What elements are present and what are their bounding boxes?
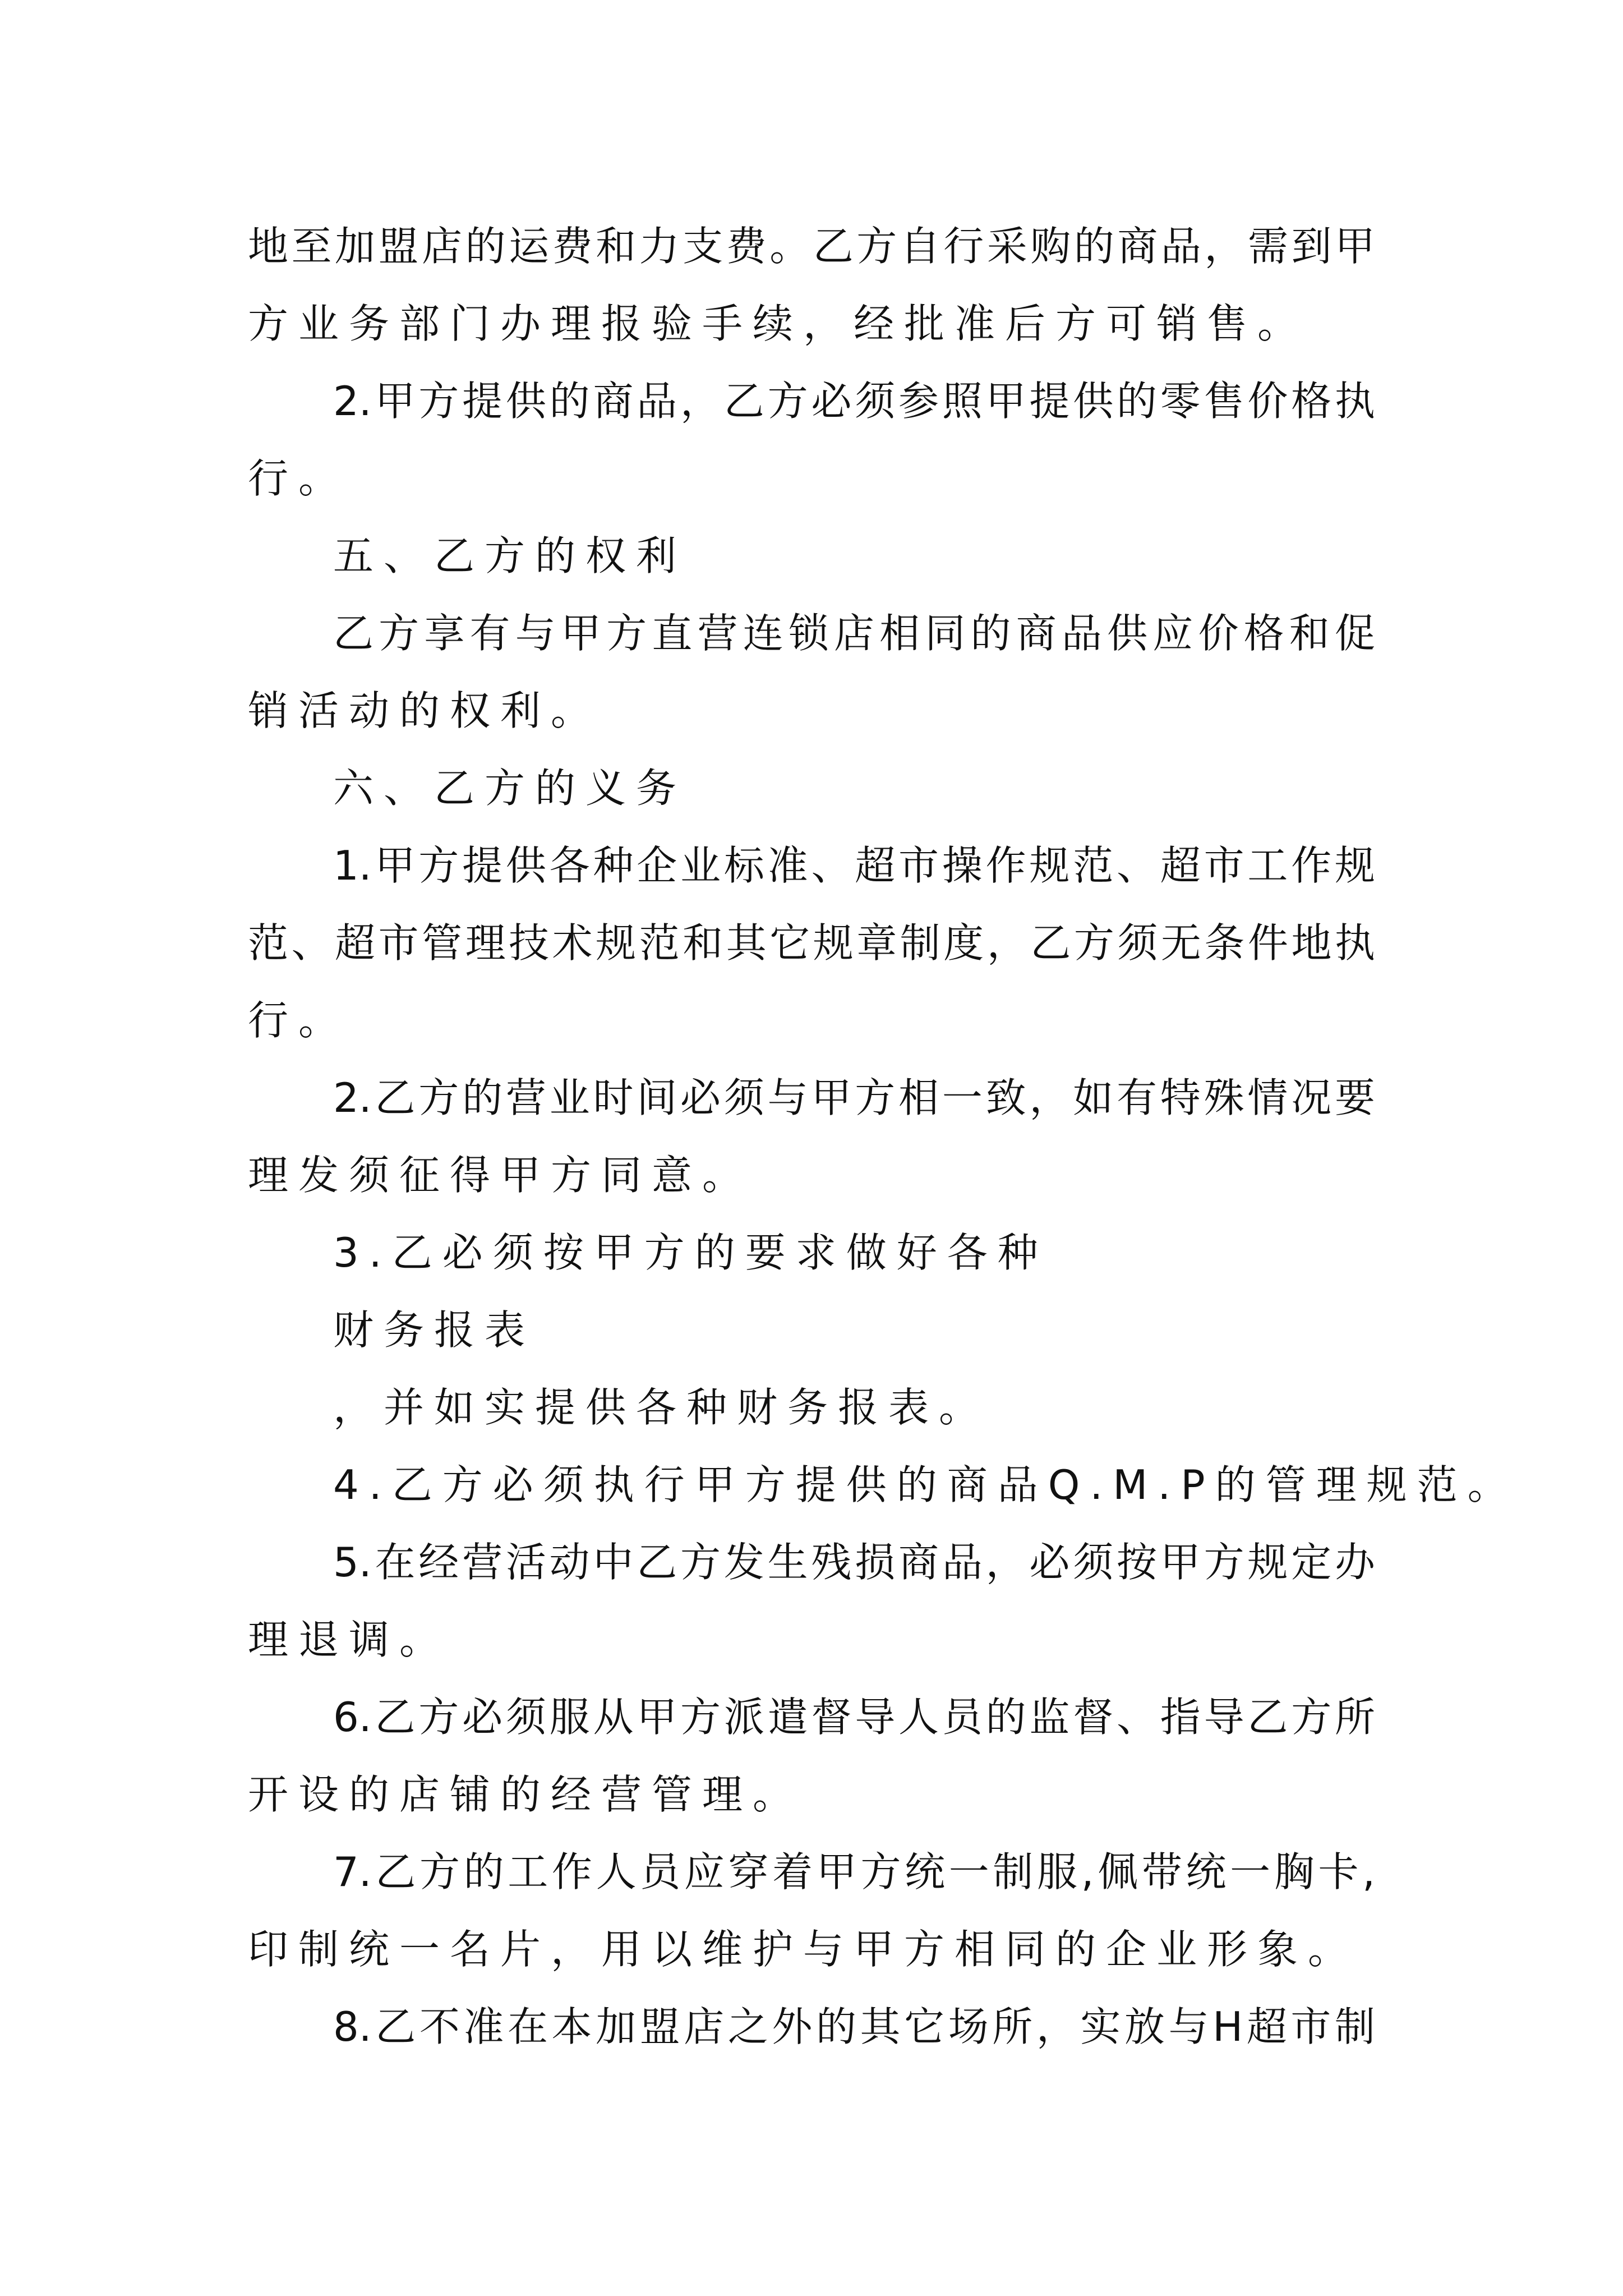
text-line: 印制统一名片，用以维护与甲方相同的企业形象。 (248, 1926, 1359, 1973)
text-line: 理发须征得甲方同意。 (248, 1152, 753, 1199)
text-line: ，并如实提供各种财务报表。 (333, 1384, 990, 1431)
text-line: 7.乙方的工作人员应穿着甲方统一制服,佩带统一胸卡, (333, 1848, 1375, 1895)
section-heading: 五、乙方的权利 (333, 532, 687, 579)
section-heading: 六、乙方的义务 (333, 765, 687, 812)
text-line: 地至加盟店的运费和力支费。乙方自行采购的商品，需到甲 (248, 223, 1375, 270)
text-line: 销活动的权利。 (248, 687, 602, 734)
text-line: 理退调。 (248, 1616, 450, 1663)
document-body (248, 208, 1518, 2065)
text-line: 财务报表 (333, 1306, 536, 1354)
text-line: 4.乙方必须执行甲方提供的商品Q.M.P的管理规范。 (333, 1461, 1518, 1508)
text-line: 行。 (248, 997, 349, 1044)
text-line: 开设的店铺的经营管理。 (248, 1771, 804, 1818)
text-line: 8.乙不准在本加盟店之外的其它场所，实放与H超市制 (333, 2003, 1375, 2050)
text-line: 1.甲方提供各种企业标准、超市操作规范、超市工作规 (333, 842, 1375, 889)
text-line: 行。 (248, 455, 349, 502)
text-line: 范、超市管理技术规范和其它规章制度，乙方须无条件地执 (248, 919, 1375, 967)
text-line: 6.乙方必须服从甲方派遣督导人员的监督、指导乙方所 (333, 1694, 1375, 1741)
text-line: 乙方享有与甲方直营连锁店相同的商品供应价格和促 (333, 610, 1375, 657)
text-line: 2.乙方的营业时间必须与甲方相一致，如有特殊情况要 (333, 1074, 1375, 1121)
text-line: 5.在经营活动中乙方发生残损商品，必须按甲方规定办 (333, 1539, 1375, 1586)
text-line: 方业务部门办理报验手续，经批准后方可销售。 (248, 300, 1308, 347)
text-line: 2.甲方提供的商品，乙方必须参照甲提供的零售价格执 (333, 378, 1375, 425)
text-line: 3.乙必须按甲方的要求做好各种 (333, 1229, 1048, 1276)
